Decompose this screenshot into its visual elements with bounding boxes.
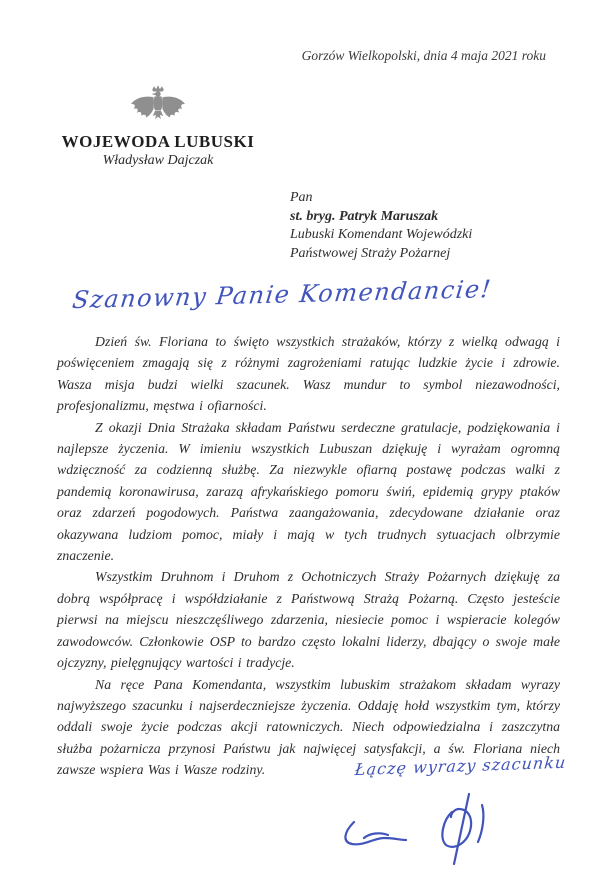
signature-scrawl [340, 788, 535, 868]
handwritten-salutation: Szanowny Panie Komendancie! [70, 275, 494, 315]
handwritten-closing: Łączę wyrazy szacunku [353, 752, 568, 780]
recipient-line-pan: Pan [290, 190, 313, 205]
letter-body [57, 331, 560, 781]
official-name: Władysław Dajczak [102, 153, 214, 168]
paragraph-2: Z okazji Dnia Strażaka składam Państwu serdeczne gratulacje, podziękowania i najlepsze życzenia. W imieniu wszystkich Lubuszan dziękuję i wyrażam ogromną wdzięczność za codzienną służbę. Za niezwykle ofiarną postawę podczas walki z pandemią koronawirusa, zarazą afrykańskiego pomoru świń, epidemią grypy ptaków oraz zdarzeń pogodowych. Państwa zaangażowania, zdecydowane działanie oraz okazywana ludziom pomoc, miały i mają w tych trudnych sytuacjach olbrzymie znaczenie. [57, 419, 560, 564]
recipient-title-2: Państwowej Straży Pożarnej [290, 245, 451, 261]
recipient-name: st. bryg. Patryk Maruszak [290, 208, 439, 224]
letterhead [60, 84, 256, 169]
date-line: Gorzów Wielkopolski, dnia 4 maja 2021 roku [301, 48, 546, 63]
office-title: WOJEWODA LUBUSKI [61, 132, 255, 151]
paragraph-1: Dzień św. Floriana to święto wszystkich strażaków, którzy z wielką odwagą i poświęceniem zmagają się z różnymi zagrożeniami ratując ludzkie życie i zdrowie. Wasza misja budzi wielki szacunek. Wasz mundur to symbol niezawodności, profesjonalizmu, męstwa i ofiarności. [57, 334, 560, 414]
paragraph-4: Na ręce Pana Komendanta, wszystkim lubuskim strażakom składam wyrazy najwyższego szacunku i najserdeczniejsze życzenia. Oddaję hołd wszystkim tym, którzy oddali swoje życie podczas akcji ratowniczych. Niech odpowiedzialna i zaszczytna służba pożarnicza przynosi Państwu jak najwięcej satysfakcji, a św. Floriana niech zawsze wspiera Was i Wasze rodziny. [57, 676, 560, 778]
polish-eagle-emblem [129, 84, 187, 130]
recipient-block [290, 189, 472, 263]
recipient-title-1: Lubuski Komendant Wojewódzki [290, 227, 473, 242]
paragraph-3: Wszystkim Druhnom i Druhom z Ochotniczych Straży Pożarnych dziękuję za dobrą współpracę i współdziałanie z Państwową Strażą Pożarną. Często jesteście pierwsi na miejscu nieszczęśliwego zdarzenia, niesiecie pomoc i wspieracie kolegów zawodowców. Członkowie OSP to bardzo często lokalni liderzy, dbający o swoje małe ojczyzny, pielęgnujący wartości i tradycje. [57, 569, 560, 671]
